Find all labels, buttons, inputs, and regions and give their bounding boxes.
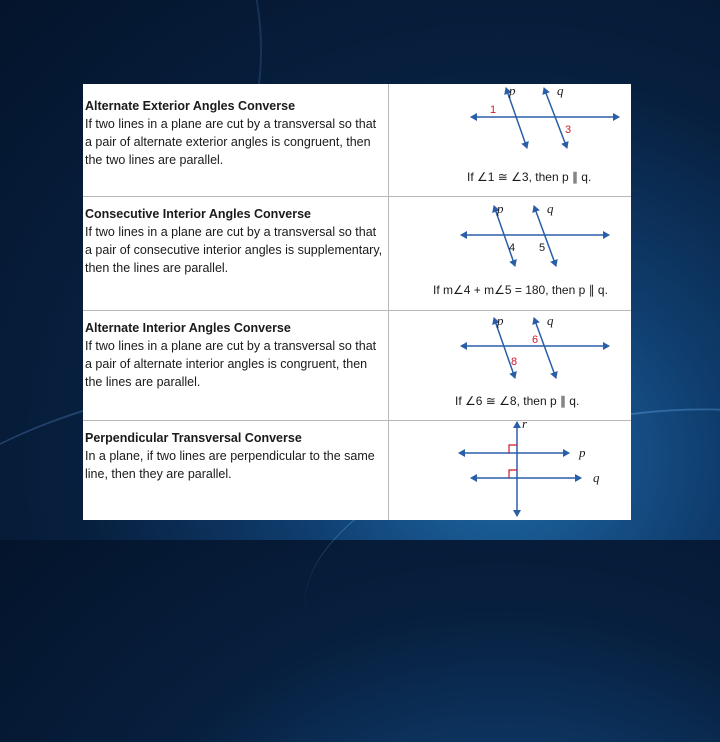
label-p: p: [497, 201, 504, 216]
theorem-caption: If m∠4 + m∠5 = 180, then p ∥ q.: [433, 283, 608, 297]
theorem-title: Alternate Exterior Angles Converse: [85, 99, 296, 113]
angle-label-5: 5: [539, 242, 546, 254]
label-q: q: [557, 84, 564, 98]
theorem-row-consecutive-interior: [83, 196, 631, 311]
angle-label-4: 4: [509, 242, 516, 254]
theorem-statement: If two lines in a plane are cut by a transversal so that a pair of alternate interior angles is congruent, then the lines are parallel.: [85, 339, 377, 389]
theorems-table: [83, 84, 631, 520]
theorem-statement: In a plane, if two lines are perpendicular to the same line, then they are parallel.: [85, 449, 375, 481]
label-p: p: [579, 445, 586, 460]
angle-label-8: 8: [511, 356, 518, 368]
angle-label-6: 6: [532, 334, 539, 346]
label-q: q: [593, 470, 600, 485]
angle-label-1: 1: [490, 104, 497, 116]
theorem-title: Consecutive Interior Angles Converse: [85, 207, 311, 221]
theorem-figure: [389, 196, 631, 310]
theorem-statement: If two lines in a plane are cut by a transversal so that a pair of alternate exterior angles is congruent, then the two lines are parallel.: [85, 117, 377, 167]
label-r: r: [522, 420, 528, 431]
theorem-row-alternate-exterior: [83, 84, 631, 197]
theorem-title: Alternate Interior Angles Converse: [85, 321, 291, 335]
angle-label-3: 3: [565, 124, 572, 136]
theorem-caption: If ∠1 ≅ ∠3, then p ∥ q.: [467, 170, 592, 184]
theorem-figure: [389, 84, 631, 196]
theorem-figure: [389, 310, 631, 420]
right-angle-mark-q: [509, 470, 517, 478]
perpendicular-lines-figure: [389, 420, 631, 520]
theorem-caption: If ∠6 ≅ ∠8, then p ∥ q.: [455, 394, 580, 408]
label-q: q: [547, 313, 554, 328]
right-angle-mark-p: [509, 445, 517, 453]
label-p: p: [497, 313, 504, 328]
theorem-figure: [389, 420, 631, 520]
line-q: [544, 88, 567, 148]
label-q: q: [547, 201, 554, 216]
theorem-row-perpendicular-transversal: [83, 420, 631, 520]
theorem-row-alternate-interior: [83, 310, 631, 421]
label-p: p: [509, 84, 516, 98]
theorem-title: Perpendicular Transversal Converse: [85, 431, 302, 445]
theorem-statement: If two lines in a plane are cut by a transversal so that a pair of consecutive interior angles is supplementary, then the lines are parallel.: [85, 225, 383, 275]
